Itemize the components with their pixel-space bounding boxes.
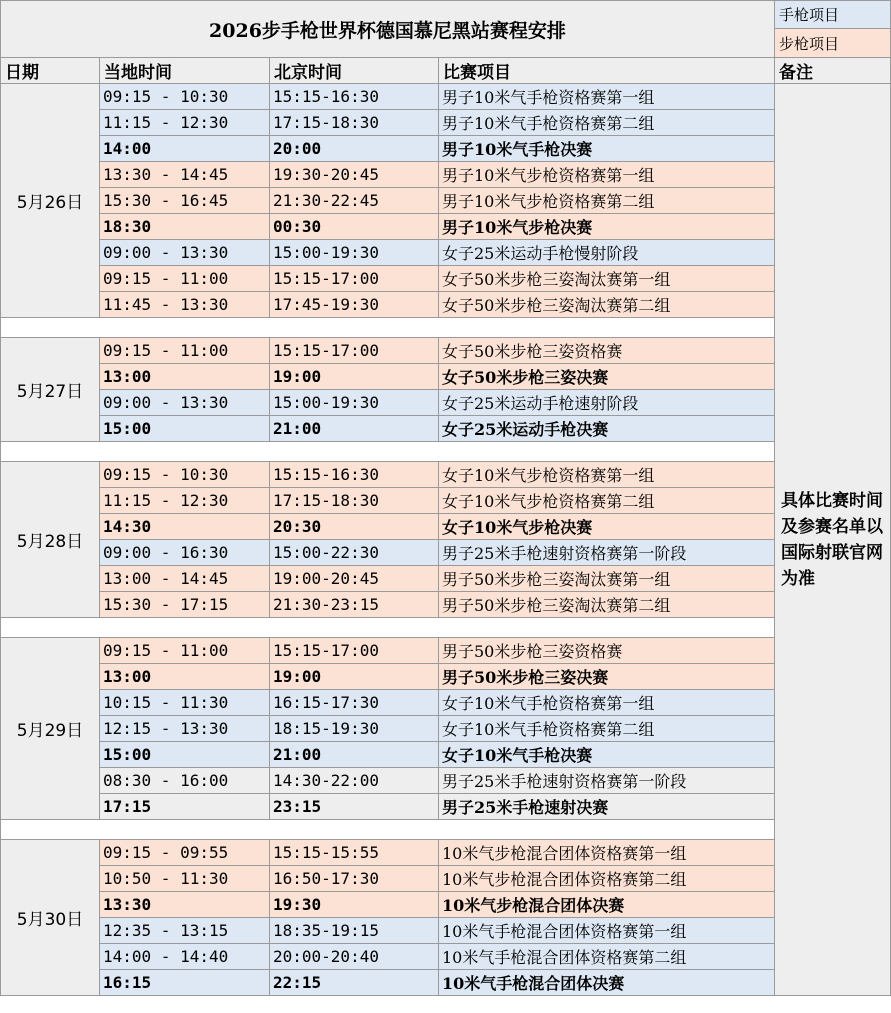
beijing-time-cell: 15:00-22:30 bbox=[269, 539, 439, 566]
header-note: 备注 bbox=[774, 57, 891, 84]
date-cell: 5月29日 bbox=[0, 637, 100, 820]
beijing-time-cell: 16:50-17:30 bbox=[269, 865, 439, 892]
beijing-time-cell: 19:30-20:45 bbox=[269, 161, 439, 188]
event-cell: 男子50米步枪三姿淘汰赛第二组 bbox=[438, 591, 775, 618]
event-cell: 女子50米步枪三姿资格赛 bbox=[438, 337, 775, 364]
local-time-cell: 13:00 bbox=[99, 363, 270, 390]
beijing-time-cell: 21:30-23:15 bbox=[269, 591, 439, 618]
event-cell: 男子50米步枪三姿资格赛 bbox=[438, 637, 775, 664]
event-cell: 男子10米气步枪资格赛第二组 bbox=[438, 187, 775, 214]
local-time-cell: 08:30 - 16:00 bbox=[99, 767, 270, 794]
event-cell: 10米气步枪混合团体决赛 bbox=[438, 891, 775, 918]
beijing-time-cell: 21:00 bbox=[269, 741, 439, 768]
beijing-time-cell: 22:15 bbox=[269, 969, 439, 996]
event-cell: 男子10米气手枪决赛 bbox=[438, 135, 775, 162]
beijing-time-cell: 15:15-17:00 bbox=[269, 265, 439, 292]
event-cell: 男子10米气手枪资格赛第一组 bbox=[438, 83, 775, 110]
local-time-cell: 14:00 - 14:40 bbox=[99, 943, 270, 970]
beijing-time-cell: 15:15-15:55 bbox=[269, 839, 439, 866]
local-time-cell: 13:00 - 14:45 bbox=[99, 565, 270, 592]
beijing-time-cell: 00:30 bbox=[269, 213, 439, 240]
event-cell: 女子10米气手枪决赛 bbox=[438, 741, 775, 768]
beijing-time-cell: 19:30 bbox=[269, 891, 439, 918]
local-time-cell: 11:45 - 13:30 bbox=[99, 291, 270, 318]
local-time-cell: 09:15 - 10:30 bbox=[99, 83, 270, 110]
beijing-time-cell: 14:30-22:00 bbox=[269, 767, 439, 794]
header-beijing-time: 北京时间 bbox=[269, 57, 439, 84]
event-cell: 10米气步枪混合团体资格赛第一组 bbox=[438, 839, 775, 866]
local-time-cell: 09:00 - 13:30 bbox=[99, 239, 270, 266]
local-time-cell: 09:15 - 11:00 bbox=[99, 637, 270, 664]
beijing-time-cell: 17:45-19:30 bbox=[269, 291, 439, 318]
local-time-cell: 12:15 - 13:30 bbox=[99, 715, 270, 742]
event-cell: 女子25米运动手枪决赛 bbox=[438, 415, 775, 442]
local-time-cell: 15:30 - 17:15 bbox=[99, 591, 270, 618]
event-cell: 女子10米气手枪资格赛第一组 bbox=[438, 689, 775, 716]
beijing-time-cell: 15:15-17:00 bbox=[269, 637, 439, 664]
header-event: 比赛项目 bbox=[438, 57, 775, 84]
header-date: 日期 bbox=[0, 57, 100, 84]
beijing-time-cell: 17:15-18:30 bbox=[269, 487, 439, 514]
local-time-cell: 14:00 bbox=[99, 135, 270, 162]
beijing-time-cell: 18:15-19:30 bbox=[269, 715, 439, 742]
beijing-time-cell: 19:00 bbox=[269, 363, 439, 390]
header-local-time: 当地时间 bbox=[99, 57, 270, 84]
beijing-time-cell: 21:30-22:45 bbox=[269, 187, 439, 214]
date-cell: 5月28日 bbox=[0, 461, 100, 618]
beijing-time-cell: 21:00 bbox=[269, 415, 439, 442]
note-cell: 具体比赛时间及参赛名单以国际射联官网为准 bbox=[774, 83, 891, 996]
event-cell: 男子25米手枪速射资格赛第一阶段 bbox=[438, 539, 775, 566]
legend-pistol: 手枪项目 bbox=[774, 0, 891, 29]
local-time-cell: 12:35 - 13:15 bbox=[99, 917, 270, 944]
event-cell: 女子50米步枪三姿淘汰赛第一组 bbox=[438, 265, 775, 292]
beijing-time-cell: 19:00-20:45 bbox=[269, 565, 439, 592]
local-time-cell: 15:00 bbox=[99, 741, 270, 768]
local-time-cell: 16:15 bbox=[99, 969, 270, 996]
event-cell: 女子10米气步枪资格赛第一组 bbox=[438, 461, 775, 488]
local-time-cell: 18:30 bbox=[99, 213, 270, 240]
spacer-row bbox=[0, 317, 775, 338]
beijing-time-cell: 20:30 bbox=[269, 513, 439, 540]
beijing-time-cell: 15:00-19:30 bbox=[269, 389, 439, 416]
event-cell: 男子25米手枪速射决赛 bbox=[438, 793, 775, 820]
local-time-cell: 09:15 - 11:00 bbox=[99, 265, 270, 292]
beijing-time-cell: 20:00-20:40 bbox=[269, 943, 439, 970]
beijing-time-cell: 23:15 bbox=[269, 793, 439, 820]
spacer-row bbox=[0, 819, 775, 840]
date-cell: 5月26日 bbox=[0, 83, 100, 318]
local-time-cell: 15:00 bbox=[99, 415, 270, 442]
local-time-cell: 11:15 - 12:30 bbox=[99, 487, 270, 514]
event-cell: 男子50米步枪三姿决赛 bbox=[438, 663, 775, 690]
local-time-cell: 11:15 - 12:30 bbox=[99, 109, 270, 136]
local-time-cell: 10:50 - 11:30 bbox=[99, 865, 270, 892]
local-time-cell: 13:00 bbox=[99, 663, 270, 690]
event-cell: 女子10米气手枪资格赛第二组 bbox=[438, 715, 775, 742]
local-time-cell: 09:00 - 13:30 bbox=[99, 389, 270, 416]
local-time-cell: 17:15 bbox=[99, 793, 270, 820]
local-time-cell: 09:15 - 10:30 bbox=[99, 461, 270, 488]
event-cell: 男子25米手枪速射资格赛第一阶段 bbox=[438, 767, 775, 794]
event-cell: 10米气手枪混合团体决赛 bbox=[438, 969, 775, 996]
local-time-cell: 09:15 - 09:55 bbox=[99, 839, 270, 866]
local-time-cell: 10:15 - 11:30 bbox=[99, 689, 270, 716]
event-cell: 男子10米气手枪资格赛第二组 bbox=[438, 109, 775, 136]
event-cell: 女子50米步枪三姿决赛 bbox=[438, 363, 775, 390]
beijing-time-cell: 16:15-17:30 bbox=[269, 689, 439, 716]
event-cell: 10米气步枪混合团体资格赛第二组 bbox=[438, 865, 775, 892]
local-time-cell: 15:30 - 16:45 bbox=[99, 187, 270, 214]
event-cell: 男子50米步枪三姿淘汰赛第一组 bbox=[438, 565, 775, 592]
event-cell: 女子10米气步枪资格赛第二组 bbox=[438, 487, 775, 514]
local-time-cell: 13:30 bbox=[99, 891, 270, 918]
local-time-cell: 09:00 - 16:30 bbox=[99, 539, 270, 566]
sheet-title: 2026步手枪世界杯德国慕尼黑站赛程安排 bbox=[0, 0, 775, 58]
event-cell: 男子10米气步枪资格赛第一组 bbox=[438, 161, 775, 188]
event-cell: 女子25米运动手枪慢射阶段 bbox=[438, 239, 775, 266]
event-cell: 10米气手枪混合团体资格赛第一组 bbox=[438, 917, 775, 944]
event-cell: 10米气手枪混合团体资格赛第二组 bbox=[438, 943, 775, 970]
event-cell: 女子25米运动手枪速射阶段 bbox=[438, 389, 775, 416]
event-cell: 男子10米气步枪决赛 bbox=[438, 213, 775, 240]
spacer-row bbox=[0, 441, 775, 462]
legend-rifle: 步枪项目 bbox=[774, 28, 891, 58]
beijing-time-cell: 18:35-19:15 bbox=[269, 917, 439, 944]
beijing-time-cell: 19:00 bbox=[269, 663, 439, 690]
local-time-cell: 13:30 - 14:45 bbox=[99, 161, 270, 188]
event-cell: 女子50米步枪三姿淘汰赛第二组 bbox=[438, 291, 775, 318]
date-cell: 5月30日 bbox=[0, 839, 100, 996]
beijing-time-cell: 15:15-16:30 bbox=[269, 461, 439, 488]
date-cell: 5月27日 bbox=[0, 337, 100, 442]
event-cell: 女子10米气步枪决赛 bbox=[438, 513, 775, 540]
local-time-cell: 14:30 bbox=[99, 513, 270, 540]
beijing-time-cell: 15:15-16:30 bbox=[269, 83, 439, 110]
spacer-row bbox=[0, 617, 775, 638]
beijing-time-cell: 17:15-18:30 bbox=[269, 109, 439, 136]
beijing-time-cell: 20:00 bbox=[269, 135, 439, 162]
beijing-time-cell: 15:15-17:00 bbox=[269, 337, 439, 364]
beijing-time-cell: 15:00-19:30 bbox=[269, 239, 439, 266]
local-time-cell: 09:15 - 11:00 bbox=[99, 337, 270, 364]
